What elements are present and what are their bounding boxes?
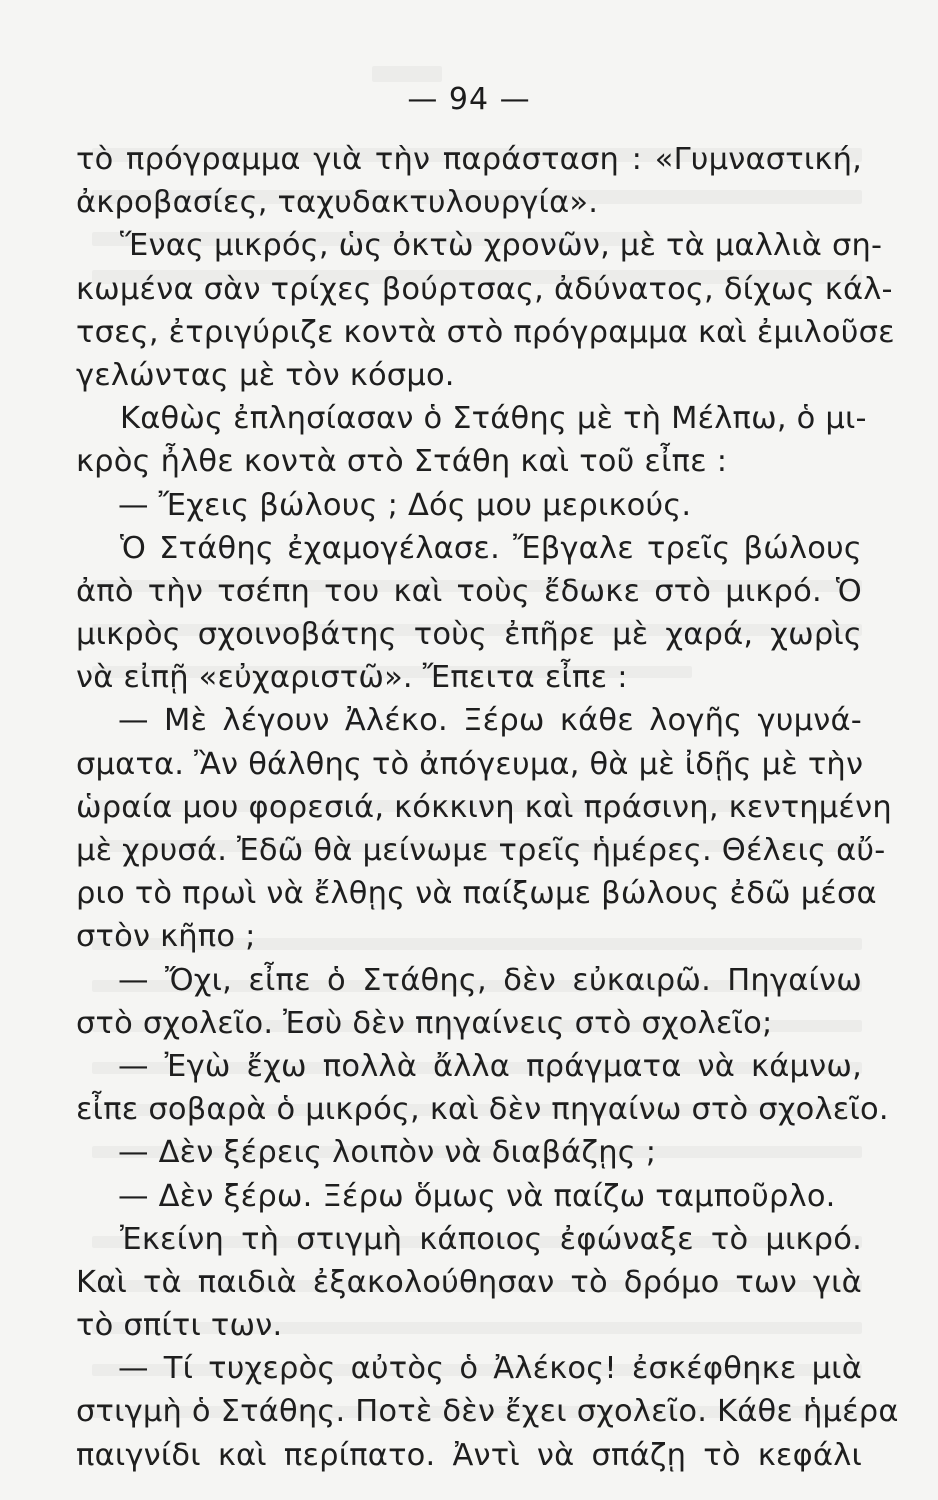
- text-line: — Δὲν ξέρεις λοιπὸν νὰ διαβάζῃς ;: [118, 1135, 657, 1171]
- text-line: νὰ εἰπῇ «εὐχαριστῶ». Ἔπειτα εἶπε :: [76, 660, 628, 696]
- text-line: — Ἐγὼ ἔχω πολλὰ ἄλλα πράγματα νὰ κάμνω,: [118, 1048, 862, 1084]
- text-line: ὡραία μου φορεσιά, κόκκινη καὶ πράσινη, κεντημένη: [76, 789, 892, 825]
- text-line: μὲ χρυσά. Ἐδῶ θὰ μείνωμε τρεῖς ἡμέρες. Θέλεις αὔ-: [76, 833, 886, 868]
- text-line: ἀπὸ τὴν τσέπη του καὶ τοὺς ἔδωκε στὸ μικρό. Ὁ: [76, 573, 862, 609]
- text-line: στιγμὴ ὁ Στάθης. Ποτὲ δὲν ἔχει σχολεῖο. Κάθε ἡμέρα: [76, 1394, 899, 1430]
- text-line: τὸ σπίτι των.: [76, 1308, 283, 1344]
- text-line: Ἐκείνη τὴ στιγμὴ κάποιος ἐφώναξε τὸ μικρό.: [120, 1221, 862, 1257]
- text-line: παιγνίδι καὶ περίπατο. Ἀντὶ νὰ σπάζῃ τὸ κεφάλι: [76, 1437, 862, 1473]
- text-line: στὸ σχολεῖο. Ἐσὺ δὲν πηγαίνεις στὸ σχολεῖο;: [76, 1005, 773, 1041]
- text-line: — Ὄχι, εἶπε ὁ Στάθης, δὲν εὐκαιρῶ. Πηγαίνω: [118, 962, 862, 998]
- text-line: Ὁ Στάθης ἐχαμογέλασε. Ἔβγαλε τρεῖς βώλους: [120, 530, 862, 566]
- text-line: γελώντας μὲ τὸν κόσμο.: [76, 357, 455, 393]
- body-text: [76, 138, 899, 1477]
- text-line: τσες, ἐτριγύριζε κοντὰ στὸ πρόγραμμα καὶ ἐμιλοῦσε: [76, 314, 895, 350]
- text-line: ἀκροβασίες, ταχυδακτυλουργία».: [76, 185, 599, 221]
- text-line: κρὸς ἦλθε κοντὰ στὸ Στάθη καὶ τοῦ εἶπε :: [76, 444, 728, 480]
- text-line: — Ἔχεις βώλους ; Δός μου μερικούς.: [118, 487, 692, 523]
- text-line: Ἕνας μικρός, ὡς ὀκτὼ χρονῶν, μὲ τὰ μαλλιὰ ση-: [120, 228, 883, 264]
- text-line: στὸν κῆπο ;: [76, 919, 256, 955]
- text-line: — Δὲν ξέρω. Ξέρω ὅμως νὰ παίζω ταμποῦρλο.: [118, 1178, 836, 1214]
- text-line: — Μὲ λέγουν Ἀλέκο. Ξέρω κάθε λογῆς γυμνά-: [118, 703, 862, 739]
- text-line: ριο τὸ πρωὶ νὰ ἔλθῃς νὰ παίξωμε βώλους ἐδῶ μέσα: [76, 876, 877, 912]
- text-line: Καθὼς ἐπλησίασαν ὁ Στάθης μὲ τὴ Μέλπω, ὁ μι-: [120, 401, 867, 437]
- text-line: κωμένα σὰν τρίχες βούρτσας, ἀδύνατος, δίχως κάλ-: [76, 271, 893, 307]
- text-line: Καὶ τὰ παιδιὰ ἐξακολούθησαν τὸ δρόμο των γιὰ: [76, 1264, 862, 1300]
- text-line: εἶπε σοβαρὰ ὁ μικρός, καὶ δὲν πηγαίνω στὸ σχολεῖο.: [76, 1092, 889, 1128]
- text-line: — Τί τυχερὸς αὐτὸς ὁ Ἀλέκος! ἐσκέφθηκε μιὰ: [118, 1351, 862, 1387]
- text-line: μικρὸς σχοινοβάτης τοὺς ἐπῆρε μὲ χαρά, χωρὶς: [76, 617, 862, 653]
- page-number: — 94 —: [407, 82, 531, 117]
- text-line: τὸ πρόγραμμα γιὰ τὴν παράσταση : «Γυμναστική,: [76, 142, 862, 177]
- text-line: σματα. Ἂν θάλθης τὸ ἀπόγευμα, θὰ μὲ ἰδῇς μὲ τὴν: [76, 746, 864, 782]
